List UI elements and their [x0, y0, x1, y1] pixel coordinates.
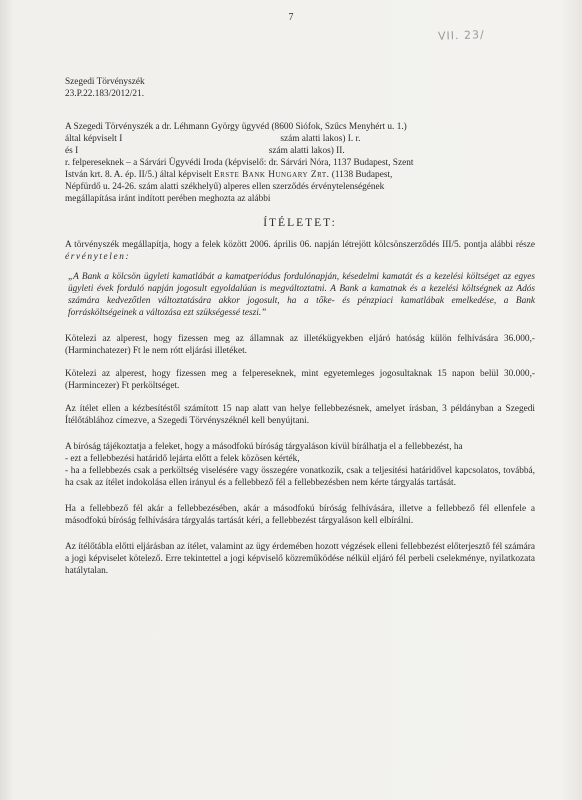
- verdict-title: ÍTÉLETET:: [263, 217, 337, 229]
- handwritten-stamp: VII. 23/: [437, 28, 485, 43]
- intro-line: A Szegedi Törvényszék a dr. Léhmann György ügyvéd (8600 Siófok, Szűcs Menyhért u. 1.): [65, 122, 407, 132]
- document-body: [65, 76, 535, 577]
- bank-address: (1138 Budapest,: [331, 170, 393, 180]
- intro-line-part: István krt. 8. A. ép. II/5.) által képviselt: [65, 170, 212, 180]
- invalid-word: érvénytelen:: [65, 252, 131, 262]
- court-name: Szegedi Törvényszék: [65, 77, 145, 87]
- intro-line: által képviselt I szám alatti lakos) I. r.: [65, 134, 361, 144]
- intro-paragraph: [65, 121, 535, 205]
- page-number: 7: [288, 12, 294, 23]
- appeal-paragraph: Az ítélet ellen a kézbesítéstől számított 15 nap alatt van helye fellebbezésnek, amelyet írásban, 3 példányban a Szegedi Ítélőtáblához címezve, a Szegedi Törvényszéknél kell benyújtani.: [65, 404, 535, 426]
- intro-line: [65, 169, 535, 181]
- info-item: - ezt a fellebbezési határidő lejárta előtt a felek közösen kérték,: [65, 454, 300, 464]
- decision-paragraph: [65, 239, 535, 263]
- intro-line: r. felpereseknek – a Sárvári Ügyvédi Iroda (képviselő: dr. Sárvári Nóra, 1137 Budapest, Szent: [65, 158, 414, 168]
- hearing-paragraph: Ha a fellebbező fél akár a fellebbezésében, akár a másodfokú bíróság felhívására, illetve a fellebbező fél ellenfele a másodfokú bíróság felhívására tárgyalás tartását kéri, a fellebbezést tárgyaláson kell elbírálni.: [65, 504, 535, 526]
- cost-paragraph-state: Kötelezi az alperest, hogy fizessen meg az államnak az illetékügyekben eljáró hatóság külön felhívására 36.000,- (Harminchatezer) Ft le nem rótt eljárási illetéket.: [65, 334, 535, 356]
- case-number: 23.P.22.183/2012/21.: [65, 89, 145, 99]
- info-item: - ha a fellebbezés csak a perköltség viselésére vagy összegére vonatkozik, csak a teljesítési határidővel kapcsolatos, továbbá, ha csak az ítélet indokolása ellen irányul és a fellebbező fél a fellebbezésben nem kérte tárgyalás tartását.: [65, 466, 535, 488]
- intro-line: megállapítása iránt indított perében meghozta az alábbi: [65, 194, 271, 204]
- cost-paragraph-plaintiffs: Kötelezi az alperest, hogy fizessen meg a felpereseknek, mint egyetemleges jogosultaknak 15 napon belül 30.000,- (Harmincezer) Ft perköltséget.: [65, 369, 535, 391]
- intro-line: és I szám alatti lakos) II.: [65, 146, 345, 156]
- decision-text: A törvényszék megállapítja, hogy a felek között 2006. április 06. napján létrejött kölcsönszerződés III/5. pontja alábbi része: [65, 240, 535, 250]
- bank-name: Erste Bank Hungary Zrt.: [213, 170, 330, 180]
- contract-quote: „A Bank a kölcsön ügyleti kamatlábát a kamatperiódus fordulónapján, késedelmi kamatát és a kezelési költséget az egyes ügyleti évek forduló napján jogosult egyoldalúan is megváltoztatni. A Bank a kamatnak és a kezelési költségnek az Adós számára kedvezőtlen változtatására akkor jogosult, ha a tőke- és pénzpiaci kamatlábak emelkedése, a Bank forrásköltségeinek a változása ezt szükségessé teszi.”: [68, 272, 535, 318]
- intro-line: Népfürdő u. 24-26. szám alatti székhelyű) alperes ellen szerződés érvénytelenségének: [65, 182, 385, 192]
- info-intro: A bíróság tájékoztatja a feleket, hogy a másodfokú bíróság tárgyaláson kívül bírálhatja el a fellebbezést, ha: [65, 442, 463, 452]
- representation-paragraph: Az ítélőtábla előtti eljárásban az ítélet, valamint az ügy érdemében hozott végzések elleni fellebbezést előterjesztő fél számára a jogi képviselet kötelező. Erre tekintettel a jogi képviselő közreműködése nélkül eljáró fél perbeli cselekménye, nyilatkozata hatálytalan.: [65, 542, 535, 576]
